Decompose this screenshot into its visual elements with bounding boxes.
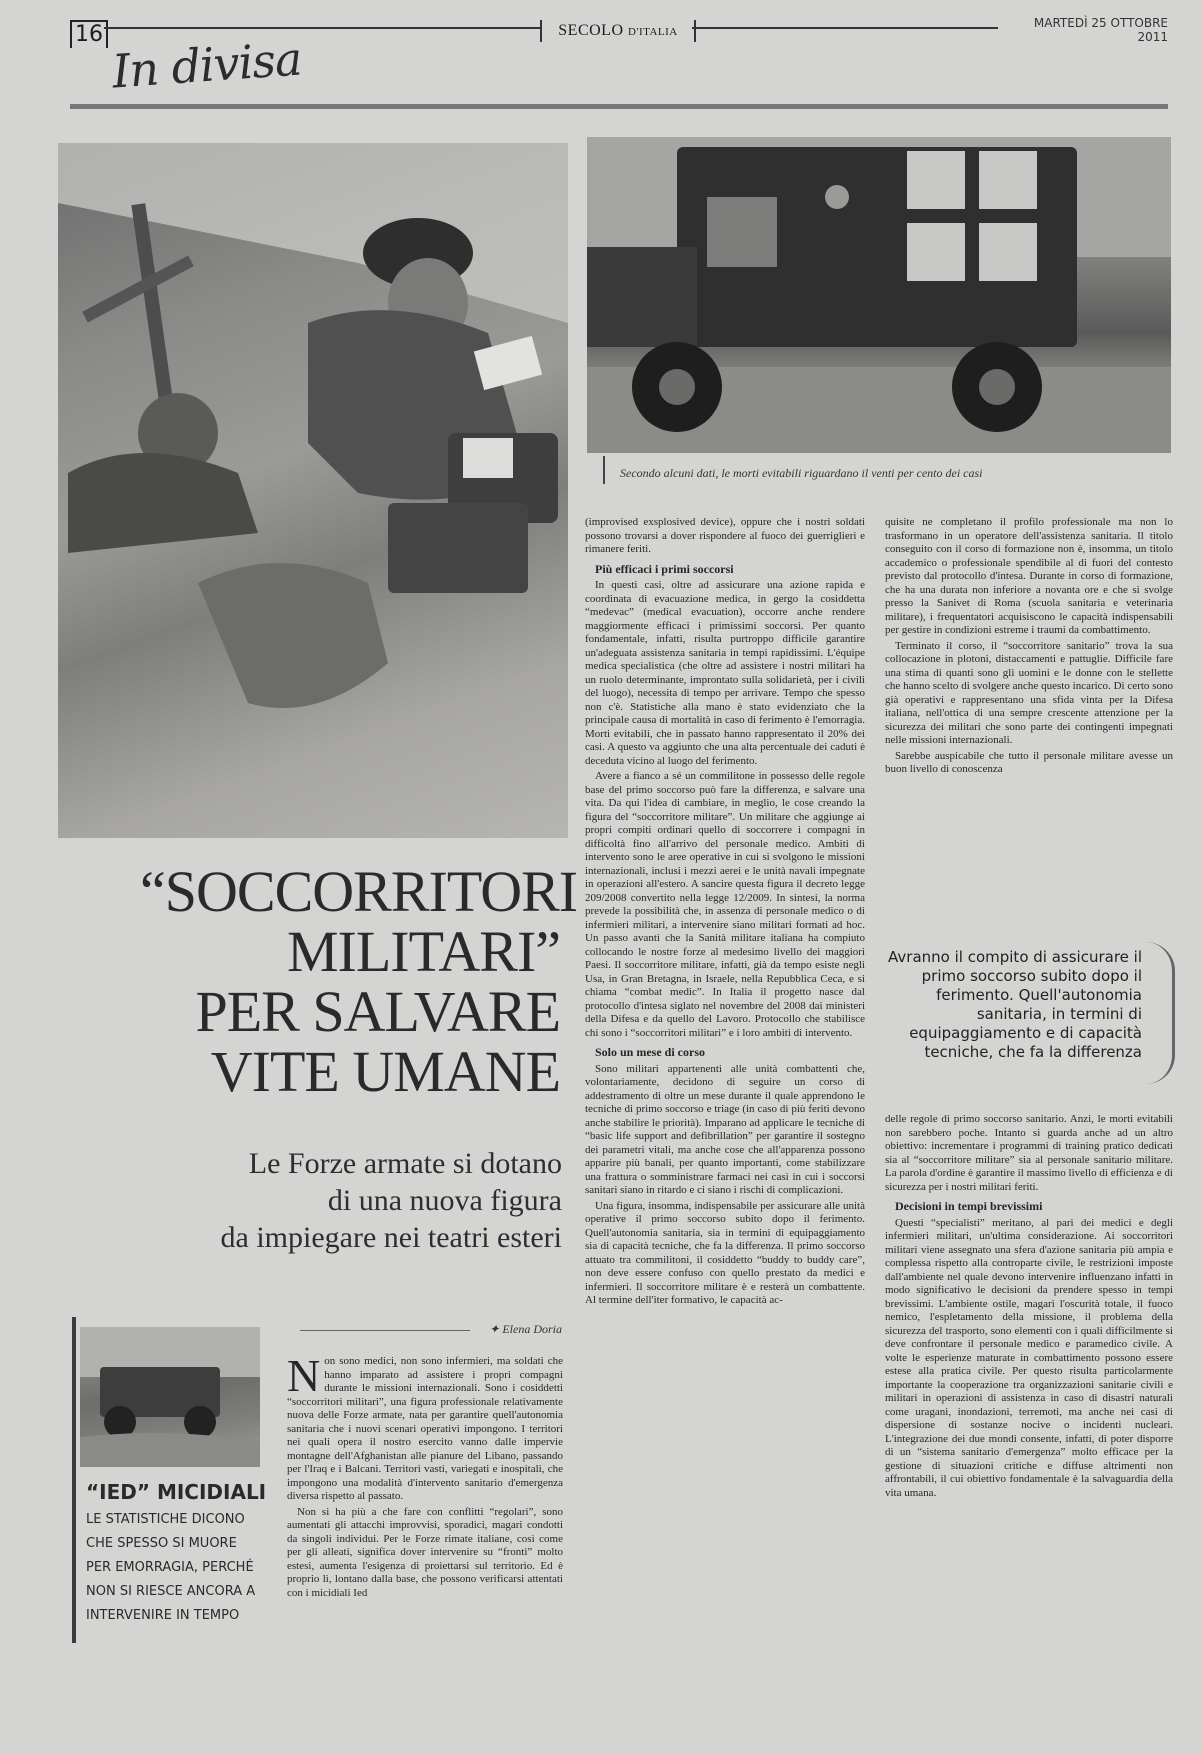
paragraph: Avere a fianco a sé un commilitone in possesso delle regole base del primo soccorso può fare la differenza, e salvare una vita. Da qui l'idea di cambiare, in meglio, le cose creando la figura del “soccorritore militare”. Un militare che aggiunge ai propri compiti ordinari quello di soccorrere i compagni in difficoltà fino all'arrivo del personale medico. Ambiti di intervento sono le aree operative in cui si svolgono le missioni internazionali, inclusi i mezzi aerei e le unità navali impegnate in operazioni all'estero. A sancire questa figura il decreto legge 209/2008 convertito nella legge 12/2009. In sintesi, la norma prevede la possibilità che, in assenza di personale medico o di infermieri militari, a intervenire siano militari formati ad hoc. Un passo avanti che la Sanità militare italiana ha compiuto collocando le nostre forze al medesimo livello dei maggiori Paesi. Il soccorritore militare, infatti, già da tempo esiste negli Usa, in Gran Bretagna, in Israele, nella Repubblica Ceca, e si chiama “combat medic”. In Italia il progetto nasce dal protocollo d'intesa siglato nel novembre del 2008 dai ministeri della Difesa e da quello del Lavoro. Protocollo che stabilisce chi sono i “soccorritori militari” e i loro ambiti di intervento. xyxy=(585,770,865,1039)
subheadline-line-2: di una nuova figura xyxy=(327,1184,562,1217)
subheadline-line-3: da impiegare nei teatri esteri xyxy=(220,1221,562,1254)
headline xyxy=(140,859,578,1104)
soldier-medic-illustration xyxy=(58,143,568,838)
caption-bar xyxy=(603,456,605,484)
pull-quote-bracket xyxy=(1146,942,1175,1084)
paragraph: Non si ha più a che fare con conflitti “regolari”, sono aumentati gli attacchi improvvisi, sporadici, magari condotti da singoli individui. Per le Forze rimate italiane, così come per gli alleati, significa dover intervenire su “fronti” molto estesi, aumenta l'esigenza di proiettarsi sul territorio. Ed è proprio lì, lontano dalla base, che possono verificarsi attentati con i micidiali Ied xyxy=(287,1505,563,1599)
section-rule xyxy=(70,104,1168,109)
subheading: Solo un mese di corso xyxy=(595,1045,706,1059)
soldier-medic-photo xyxy=(58,143,568,838)
subheadline xyxy=(130,1145,562,1256)
section-title: In divisa xyxy=(110,31,303,99)
subheading: Decisioni in tempi brevissimi xyxy=(895,1199,1043,1213)
headline-line-3: PER SALVARE xyxy=(195,979,560,1044)
paragraph: In questi casi, oltre ad assicurare una azione rapida e coordinata di evacuazione medica, in gergo la cosiddetta “medevac” (medical evacuation), occorre anche rendere maggiormente efficaci i primissimi soccorsi. Per quanto fondamentale, infatti, risulta purtroppo difficile garantire un'adeguata assistenza sanitaria in tempi rapidissimi. L'équipe medica specialistica (che oltre ad assistere i nostri militari ha un ruolo determinante, improntato sulla solidarietà, per i civili del luogo), necessita di tempo per arrivare. Tempo che spesso non c'è. Statistiche alla mano è stato evidenziato che la principale causa di mortalità in caso di ferimento è l'emorragia. Morti evitabili, che in passato hanno rappresentato il 20% dei casi. A questo va aggiunto che una alta percentuale dei caduti è deceduta vicino al luogo del ferimento. xyxy=(585,579,865,767)
subheading: Più efficaci i primi soccorsi xyxy=(595,561,734,576)
article-column-3-top xyxy=(885,516,1173,914)
ied-illustration xyxy=(80,1327,260,1467)
ambulance-caption: Secondo alcuni dati, le morti evitabili riguardano il venti per cento dei casi xyxy=(620,466,983,480)
ambulance-photo xyxy=(587,137,1171,453)
paragraph: (improvised exsplosived device), oppure che i nostri soldati possono trovarsi a dover rispondere al fuoco dei guerriglieri e rimanere feriti. xyxy=(585,516,865,555)
newspaper-name-main: SECOLO xyxy=(558,22,624,39)
paragraph: Sarebbe auspicabile che tutto il personale militare avesse un buon livello di conoscenza xyxy=(885,749,1173,775)
headline-line-4: VITE UMANE xyxy=(210,1039,560,1104)
box-frame xyxy=(72,1317,76,1643)
paragraph xyxy=(287,1355,563,1504)
paragraph: quisite ne completano il profilo professionale ma non lo trasformano in un operatore dell'assistenza sanitaria. Il titolo conseguito con il corso di formazione non è, insomma, un titolo accademico o professionale spendibile al di fuori del contesto previsto dal protocollo d'intesa. Durante in corso di formazione, che ha una durata non inferiore a novanta ore e che si svolge presso la Sanivet di Roma (scuola sanitaria e veterinaria militare), i frequentatori acquisiscono le capacità indispensabili per gestire in condizioni estreme i traumi da combattimento. xyxy=(885,516,1173,636)
paragraph-text: on sono medici, non sono infermieri, ma soldati che hanno imparato ad assistere i propri compagni durante le missioni internazionali. Sono i cosiddetti “soccorritori militari”, una figura professionale relativamente nuova delle Forze armate, nata per garantire quell'autonomia sanitaria che i nuovi scenari operativi impongono. I territori nei quali opera il nostro esercito vanno dalle impervie montagne dell'Afghanistan alle pianure del Libano, passando per l'Iraq e i Balcani. Territori vasti, variegati e inospitali, che impongono una modalità d'intervento sanitario d'emergenza diversa rispetto al passato. xyxy=(287,1355,563,1502)
paragraph: Sono militari appartenenti alle unità combattenti che, volontariamente, decidono di seguire un corso di addestramento di oltre un mese durante il quale apprendono le tecniche di primo soccorso e triage (in caso di più feriti devono anche stabilire le priorità). Imparano ad applicare le tecniche di “basic life support and defibrillation” per garantire il sostegno dei parametri vitali, ma anche cose che all'apparenza possono apparire più banali, per quanto importanti, come stabilizzare una frattura o somministrare farmaci nei casi in cui i soccorsi sanitari siano in ritardo e ci siano i rischi di complicazioni. xyxy=(585,1062,865,1196)
article-column-1 xyxy=(287,1355,563,1733)
subheadline-line-1: Le Forze armate si dotano xyxy=(248,1147,562,1180)
paragraph: Una figura, insomma, indispensabile per assicurare alle unità operative il primo soccorso subito dopo il ferimento. Quell'autonomia sanitaria, sia in termini di equipaggiamento sia di capacità tecniche, che fa la differenza. Il primo soccorso attuato tra commilitoni, il cosiddetto “buddy to buddy care”, non deve essere confuso con quello prestato da medici e infermieri. Il soccorritore militare è e resterà un combattente. Al termine dell'iter formativo, le capacità ac- xyxy=(585,1199,865,1306)
paragraph: Questi “specialisti” meritano, al pari dei medici e degli infermieri militari, un'ultima considerazione. Ai soccorritori militari viene assegnato una sfera d'azione sanitaria più ampia e complessa rispetto alla controparte civile, le restrizioni imposte dall'ambiente nel quale devono intervenire influenzano infatti in modo significativo le decisioni da prendere spesso in tempi brevissimi. L'ambiente ostile, magari l'oscurità totale, il fuoco nemico, l'espletamento della missione, il problema della sicurezza del trasporto, sono elementi con i quali difficilmente si deve confrontare il personale medico e paramedico civile. A volte le esperienze maturate in combattimento possono essere estese alla pratica civile. Per questo risulta particolarmente importante la cooperazione tra organizzazioni sanitarie civili e militari in operazioni di assistenza in caso di disastri naturali come uragani, inondazioni, terremoti, ma anche nei casi di dispersione di sostanze nocive o incidenti nucleari. L'integrazione dei due mondi consente, infatti, di poter disporre di un “sistema sanitario d'emergenza” molto efficace per la gestione di situazioni critiche e diffuse altrimenti non affrontabili, il cui obiettivo fondamentale è la salvaguardia della vita umana. xyxy=(885,1216,1173,1499)
headline-line-2: MILITARI” xyxy=(286,919,560,984)
article-column-3-bottom xyxy=(885,1113,1173,1733)
ambulance-illustration xyxy=(587,137,1171,453)
byline-author: Elena Doria xyxy=(502,1322,562,1336)
header-rule-left xyxy=(104,27,540,29)
headline-line-1: “SOCCORRITORI xyxy=(140,859,578,924)
article-column-2 xyxy=(585,516,865,1734)
newspaper-name-suffix: D'ITALIA xyxy=(628,26,678,38)
paragraph: Terminato il corso, il “soccorritore sanitario” trova la sua collocazione in plotoni, distaccamenti e pattuglie. Difficile fare una stima di quanti sono gli uomini e le donne con le stellette che hanno scelto di svolgere anche questo incarico. Di certo sono già operativi e rappresentano una sfida vinta per la Difesa italiana, nell'ottica di una sempre crescente attenzione per la sicurezza dei militari che sono parte dei contingenti impegnati nelle missioni internazionali. xyxy=(885,639,1173,746)
byline: ✦ Elena Doria xyxy=(489,1322,562,1336)
box-body: LE STATISTICHE DICONO CHE SPESSO SI MUORE PER EMORRAGIA, PERCHÉ NON SI RIESCE ANCORA A INTERVENIRE IN TEMPO xyxy=(86,1512,256,1623)
box-title: “IED” MICIDIALI xyxy=(86,1480,267,1504)
header-rule-right xyxy=(692,27,998,29)
page-number: 16 xyxy=(70,20,108,48)
pull-quote: Avranno il compito di assicurare il primo soccorso subito dopo il ferimento. Quell'autonomia sanitaria, in termini di equipaggiamento e di capacità tecniche, che fa la differenza xyxy=(888,948,1142,1061)
ied-photo xyxy=(80,1327,260,1467)
drop-cap: N xyxy=(287,1355,321,1401)
issue-date: MARTEDÌ 25 OTTOBRE 2011 xyxy=(1033,16,1168,44)
paragraph: delle regole di primo soccorso sanitario. Anzi, le morti evitabili non sarebbero poche. Intanto si guarda anche ad un altro obiettivo: incrementare i programmi di training pratico dedicati sia al “soccorritore militare” sia al personale sanitario militare. La parola d'ordine è garantire il massimo livello di efficienza e di sicurezza per i nostri militari feriti. xyxy=(885,1113,1173,1193)
newspaper-name xyxy=(540,20,696,42)
